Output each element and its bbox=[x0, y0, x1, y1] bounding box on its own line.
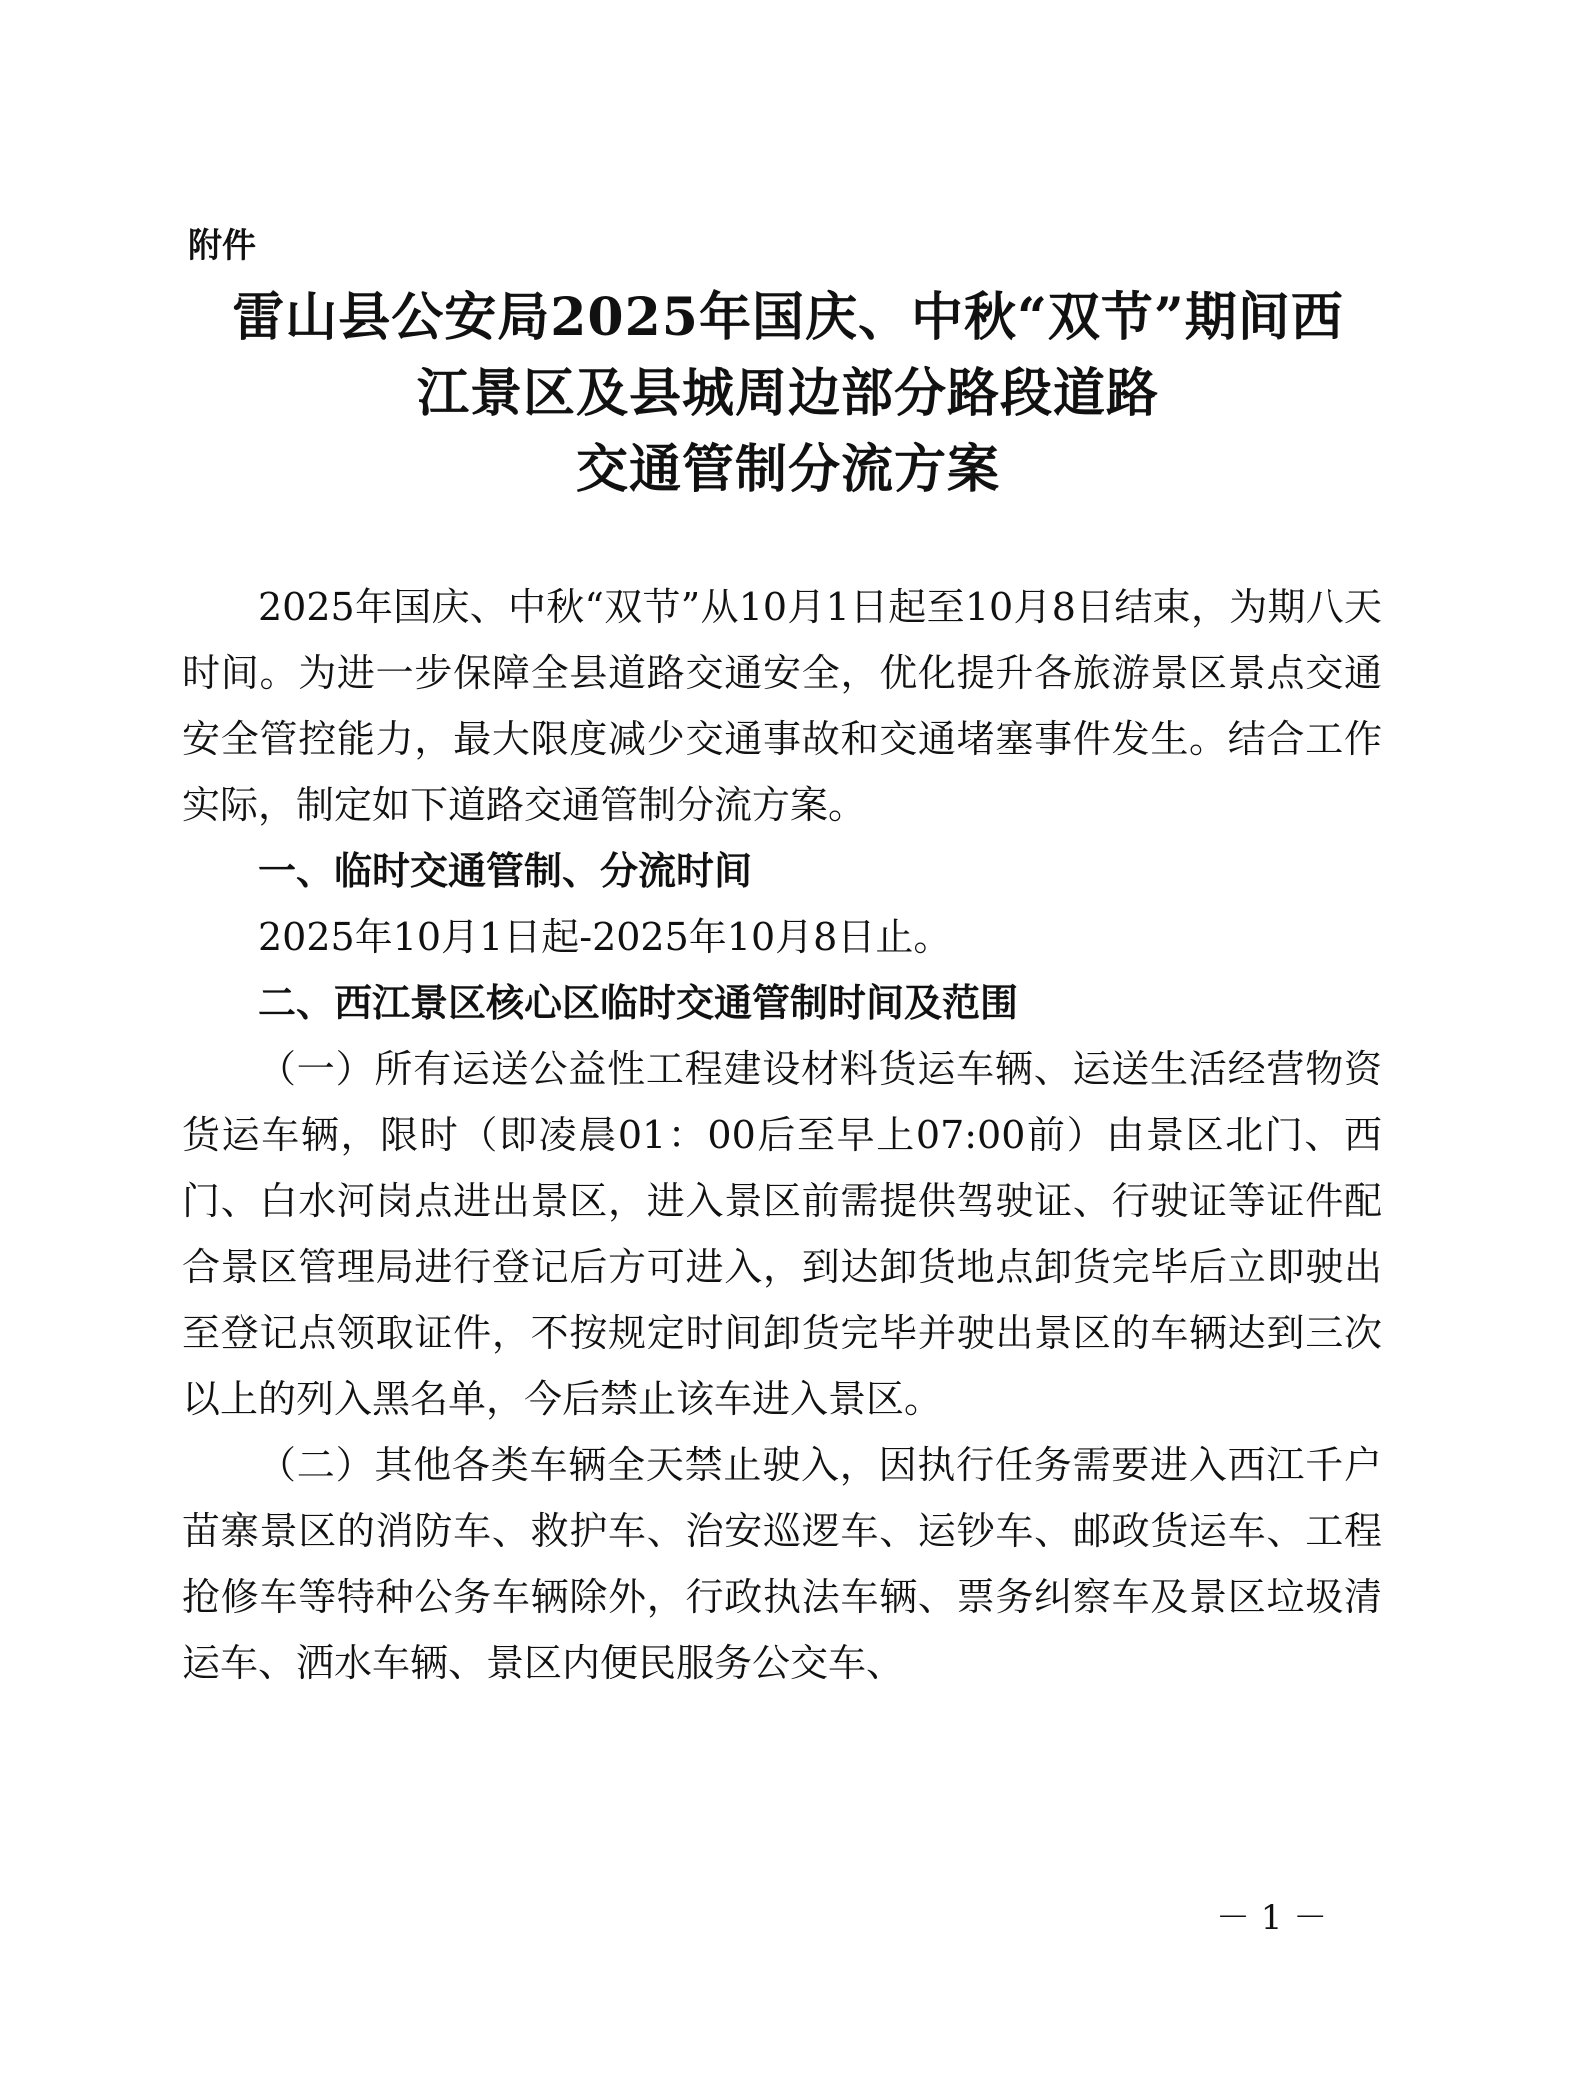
page-number: － 1 － bbox=[1216, 1898, 1328, 1938]
document-title bbox=[150, 280, 1426, 508]
section-2-item-1: （一）所有运送公益性工程建设材料货运车辆、运送生活经营物资货运车辆，限时（即凌晨01：00后至早上07:00前）由景区北门、西门、白水河岗点进出景区，进入景区前需提供驾驶证、行驶证等证件配合景区管理局进行登记后方可进入，到达卸货地点卸货完毕后立即驶出至登记点领取证件，不按规定时间卸货完毕并驶出景区的车辆达到三次以上的列入黑名单，今后禁止该车进入景区。 bbox=[182, 1047, 1382, 1421]
intro-paragraph: 2025年国庆、中秋“双节”从10月1日起至10月8日结束，为期八天时间。为进一步保障全县道路交通安全，优化提升各旅游景区景点交通安全管控能力，最大限度减少交通事故和交通堵塞事件发生。结合工作实际，制定如下道路交通管制分流方案。 bbox=[182, 585, 1382, 827]
title-line-3: 交通管制分流方案 bbox=[575, 439, 1000, 500]
section-2-heading: 二、西江景区核心区临时交通管制时间及范围 bbox=[258, 981, 1019, 1025]
section-2-item-2: （二）其他各类车辆全天禁止驶入，因执行任务需要进入西江千户苗寨景区的消防车、救护车、治安巡逻车、运钞车、邮政货运车、工程抢修车等特种公务车辆除外，行政执法车辆、票务纠察车及景区垃圾清运车、洒水车辆、景区内便民服务公交车、 bbox=[182, 1443, 1382, 1685]
document-body bbox=[182, 574, 1382, 1696]
section-1-heading: 一、临时交通管制、分流时间 bbox=[258, 849, 753, 893]
title-line-1: 雷山县公安局2025年国庆、中秋“双节”期间西 bbox=[232, 287, 1344, 348]
title-line-2: 江景区及县城周边部分路段道路 bbox=[416, 363, 1159, 424]
section-1-text: 2025年10月1日起-2025年10月8日止。 bbox=[258, 915, 952, 959]
attachment-label: 附件 bbox=[188, 226, 256, 266]
